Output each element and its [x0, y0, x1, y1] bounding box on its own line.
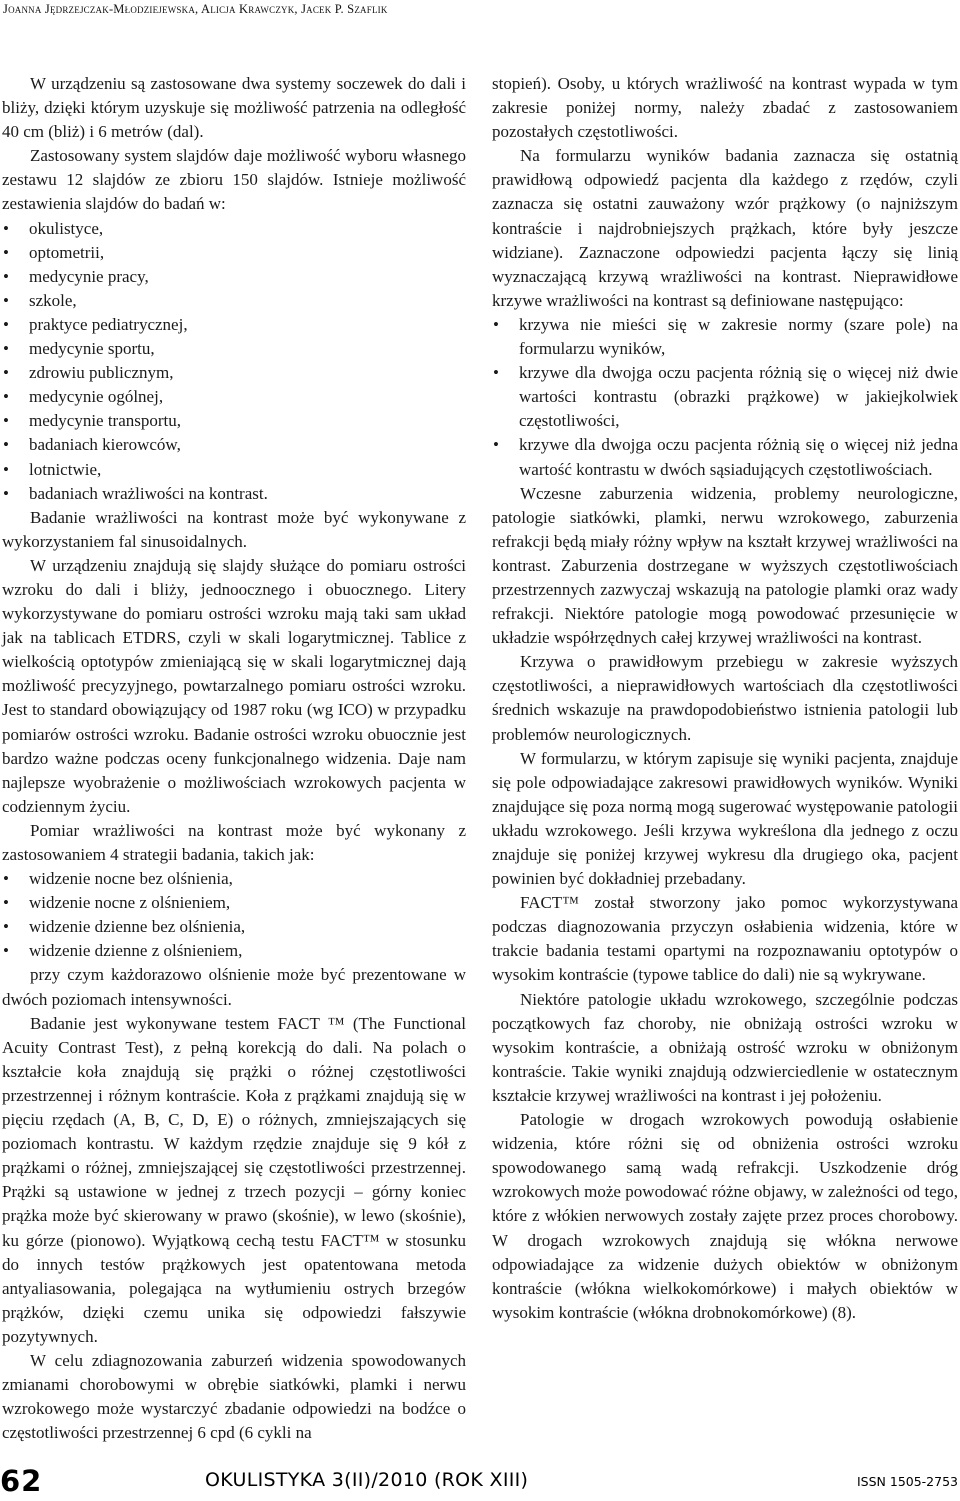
application-list: [2, 217, 466, 506]
list-item: • widzenie dzienne z olśnieniem,: [2, 939, 466, 963]
list-item: • krzywe dla dwojga oczu pacjenta różnią się o więcej niż jedna wartość kontrastu w dwóch sąsiadujących częstotliwościach.: [492, 433, 958, 481]
paragraph: Niektóre patologie układu wzrokowego, szczególnie podczas początkowych faz choroby, nie obniżają ostrości wzroku w wysokim kontraście, a obniżają ostrość wzroku w obniżonym kontraście. Takie wyniki znajdują odzwierciedlenie w ostatecznym kształcie krzywej wrażliwości na kontrast i jej położeniu.: [492, 989, 958, 1105]
paragraph: Badanie jest wykonywane testem FACT ™ (The Functional Acuity Contrast Test), z pełną korekcją do dali. Na polach o kształcie koła znajdują się prążki o różnej częstotliwości przestrzennej i różnym kontraście. Koła z prążkami znajdują się w pięciu rzędach (A, B, C, D, E) o różnych, zmniejszających się poziomach kontrastu. W każdym rzędzie znajduje się 9 kół z prążkami o różnej, zmniejszającej się częstotliwości przestrzennej. Prążki są ustawione w jednej z trzech pozycji – górny koniec prążka może być skierowany w prawo (skośnie), w lewo (skośnie), ku górze (pionowo). Wyjątkową cechą testu FACT™ w stosunku do innych testów prążkowych jest opatentowana metoda antyaliasowania, polegająca na wytłumieniu ostrych brzegów prążków, dzięki czemu unika się odpowiedzi fałszywie pozytywnych.: [2, 1013, 466, 1346]
list-item: • krzywa nie mieści się w zakresie normy (szare pole) na formularzu wyników,: [492, 313, 958, 361]
journal-title: OKULISTYKA 3(II)/2010 (ROK XIII): [205, 1469, 529, 1491]
list-item: • badaniach kierowców,: [2, 433, 466, 457]
paragraph: przy czym każdorazowo olśnienie może być prezentowane w dwóch poziomach intensywności.: [2, 965, 466, 1009]
running-header-authors: Joanna Jędrzejczak-Młodziejewska, Alicja Krawczyk, Jacek P. Szaflik: [3, 2, 388, 16]
page-number: 62: [0, 1464, 43, 1498]
paragraph: Zastosowany system slajdów daje możliwość wyboru własnego zestawu 12 slajdów ze zbioru 150 slajdów. Istnieje możliwość zestawienia slajdów do badań w:: [2, 146, 466, 214]
right-column: [492, 72, 958, 1325]
paragraph: W celu zdiagnozowania zaburzeń widzenia spowodowanych zmianami chorobowymi w obrębie siatkówki, plamki i nerwu wzrokowego może wystarczyć zbadanie odpowiedzi na bodźce o częstotliwości przestrzennej 6 cpd (6 cykli na: [2, 1350, 466, 1443]
list-item: • medycynie pracy,: [2, 265, 466, 289]
abnormal-curves-list: [492, 313, 958, 482]
list-item: • krzywe dla dwojga oczu pacjenta różnią się o więcej niż dwie wartości kontrastu (obrazki prążkowe) w jakiejkolwiek częstotliwości,: [492, 361, 958, 433]
strategy-list: [2, 867, 466, 963]
list-item: • szkole,: [2, 289, 466, 313]
list-item: • widzenie nocne bez olśnienia,: [2, 867, 466, 891]
list-item: • medycynie sportu,: [2, 337, 466, 361]
paragraph: FACT™ został stworzony jako pomoc wykorzystywana podczas diagnozowania przyczyn osłabienia widzenia, które w trakcie badania testami opartymi na rozpoznawaniu optotypów o wysokim kontraście (typowe tablice do dali) nie są wykrywane.: [492, 893, 958, 985]
paragraph: Pomiar wrażliwości na kontrast może być wykonany z zastosowaniem 4 strategii badania, takich jak:: [2, 820, 466, 864]
list-item: • badaniach wrażliwości na kontrast.: [2, 482, 466, 506]
issn: ISSN 1505-2753: [856, 1474, 958, 1489]
paragraph: W urządzeniu znajdują się slajdy służące do pomiaru ostrości wzroku do dali i bliży, jednoocznego i obuocznego. Litery wykorzystywane do pomiaru ostrości wzroku mają taki sam układ jak na tablicach ETDRS, czyli w skali logarytmicznej. Tablice z wielkością optotypów zmieniającą się w skali logarytmicznej dają możliwość precyzyjnego, powtarzalnego pomiaru ostrości wzroku. Jest to standard obowiązujący od 1987 roku (wg ICO) w przypadku pomiarów ostrości wzroku. Badanie ostrości wzroku obuocznie jest bardzo ważne podczas oceny funkcjonalnego widzenia. Daje nam najlepsze wyobrażenie o możliwościach wzrokowych pacjenta w codziennym życiu.: [2, 555, 466, 816]
paragraph: Na formularzu wyników badania zaznacza się ostatnią prawidłową odpowiedź pacjenta dla każdego z rzędów, czyli zaznacza się ostatni zauważony wzór prążkowy (o najniższym kontraście i najdrobniejszych prążkach, które były jeszcze widziane). Zaznaczone odpowiedzi pacjenta łączy się linią wyznaczającą krzywą wrażliwości na kontrast. Nieprawidłowe krzywe wrażliwości na kontrast są definiowane następująco:: [492, 146, 958, 310]
list-item: • okulistyce,: [2, 217, 466, 241]
left-column: [2, 72, 466, 1445]
paragraph: W formularzu, w którym zapisuje się wyniki pacjenta, znajduje się pole odpowiadające zakresowi prawidłowych wyników. Wyniki znajdujące się poza normą mogą sugerować występowanie patologii układu wzrokowego. Jeśli krzywa wykreślona dla jednego z oczu znajduje się poniżej krzywej wykresu dla drugiego oka, pacjent powinien być dokładniej przebadany.: [492, 748, 958, 889]
paragraph: stopień). Osoby, u których wrażliwość na kontrast wypada w tym zakresie poniżej normy, należy zbadać z zastosowaniem pozostałych częstotliwości.: [492, 74, 958, 142]
list-item: • widzenie nocne z olśnieniem,: [2, 891, 466, 915]
list-item: • medycynie transportu,: [2, 409, 466, 433]
page-footer: [0, 1462, 960, 1498]
paragraph: Badanie wrażliwości na kontrast może być wykonywane z wykorzystaniem fal sinusoidalnych.: [2, 507, 466, 551]
paragraph: W urządzeniu są zastosowane dwa systemy soczewek do dali i bliży, dzięki którym uzyskuje się możliwość patrzenia na odległość 40 cm (bliż) i 6 metrów (dal).: [2, 74, 466, 142]
paragraph: Wczesne zaburzenia widzenia, problemy neurologiczne, patologie siatkówki, plamki, nerwu wzrokowego, zaburzenia refrakcji będą miały różny wpływ na kształt krzywej wrażliwości na kontrast. Zaburzenia dostrzegane w wyższych częstotliwościach przestrzennych zazwyczaj wskazują na patologie plamki oraz wady refrakcji. Niektóre patologie mogą powodować przesunięcie w układzie współrzędnych całej krzywej wrażliwości na kontrast.: [492, 483, 958, 648]
list-item: • optometrii,: [2, 241, 466, 265]
list-item: • medycynie ogólnej,: [2, 385, 466, 409]
list-item: • lotnictwie,: [2, 458, 466, 482]
list-item: • praktyce pediatrycznej,: [2, 313, 466, 337]
list-item: • widzenie dzienne bez olśnienia,: [2, 915, 466, 939]
paragraph: Patologie w drogach wzrokowych powodują osłabienie widzenia, które różni się od obniżenia ostrości wzroku spowodowanego samą wadą refrakcji. Uszkodzenie dróg wzrokowych może powodować różne objawy, w zależności od tego, które z włókien nerwowych zostały zajęte przez proces chorobowy. W drogach wzrokowych znajdują się włókna nerwowe odpowiadające za widzenie dużych obiektów w obniżonym kontraście (włókna wielkokomórkowe) i małych obiektów w wysokim kontraście (włókna drobnokomórkowe) (8).: [492, 1110, 958, 1322]
list-item: • zdrowiu publicznym,: [2, 361, 466, 385]
paragraph: Krzywa o prawidłowym przebiegu w zakresie wyższych częstotliwości, a nieprawidłowych wartościach dla częstotliwości średnich wskazuje na prawdopodobieństwo istnienia patologii lub problemów neurologicznych.: [492, 652, 958, 744]
